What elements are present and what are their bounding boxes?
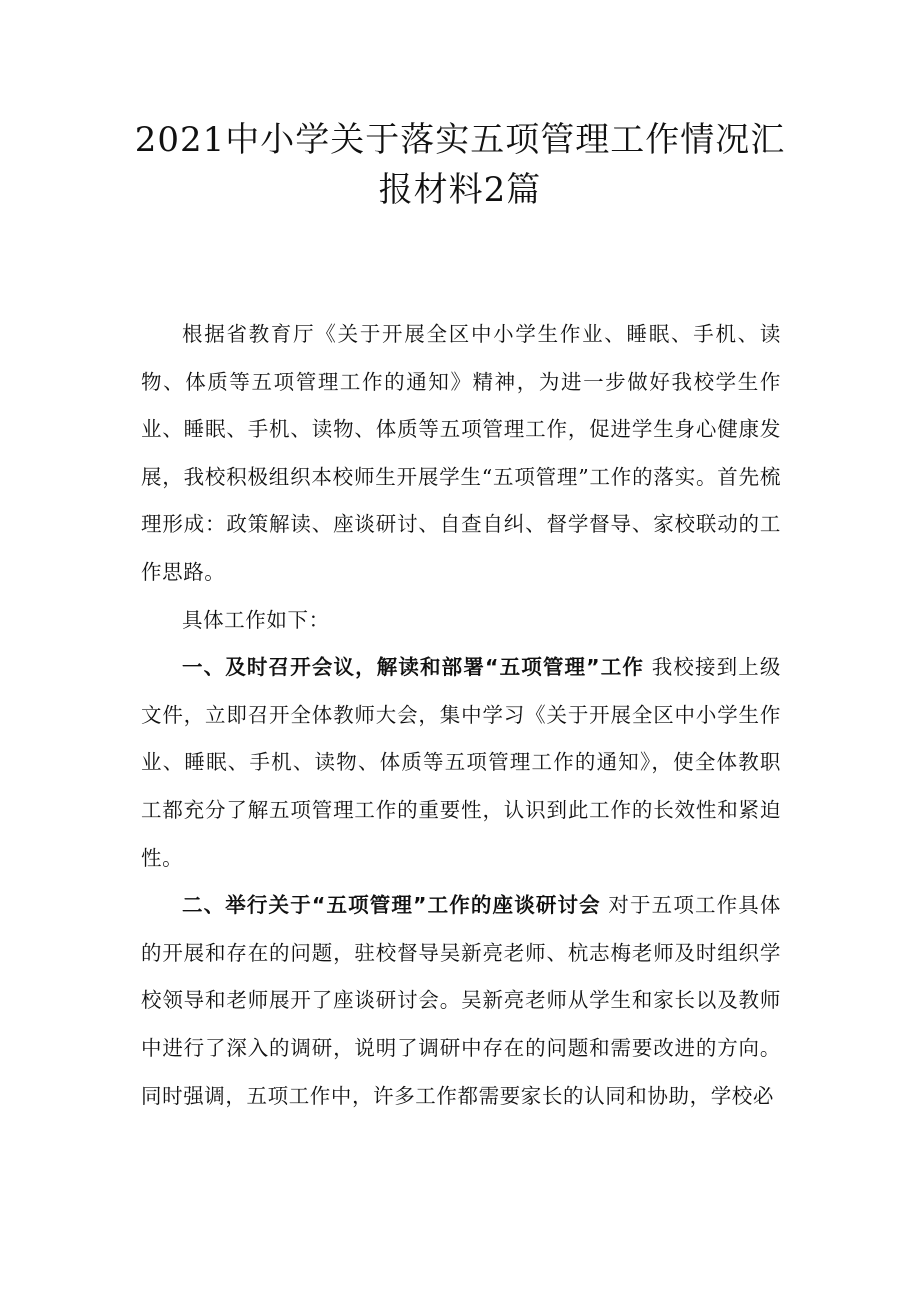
section-heading-1: 一、及时召开会议，解读和部署“五项管理”工作 — [182, 655, 645, 680]
document-title — [120, 115, 800, 215]
title-line-1: 2021中小学关于落实五项管理工作情况汇 — [134, 120, 786, 160]
section-heading-2: 二、举行关于“五项管理”工作的座谈研讨会 — [182, 893, 601, 918]
document-body — [141, 311, 781, 1120]
paragraph-section-1 — [141, 644, 781, 882]
paragraph-text: 根据省教育厅《关于开展全区中小学生作业、睡眠、手机、读物、体质等五项管理工作的通知》精神，为进一步做好我校学生作业、睡眠、手机、读物、体质等五项管理工作，促进学生身心健康发展，我校积极组织本校师生开展学生“五项管理”工作的落实。首先梳理形成：政策解读、座谈研讨、自查自纠、督学督导、家校联动的工作思路。 — [141, 322, 781, 584]
paragraph-text: 对于五项工作具体的开展和存在的问题，驻校督导吴新亮老师、杭志梅老师及时组织学校领导和老师展开了座谈研讨会。吴新亮老师从学生和家长以及教师中进行了深入的调研，说明了调研中存在的问题和需要改进的方向。同时强调，五项工作中，许多工作都需要家长的认同和协助，学校必 — [141, 893, 781, 1108]
paragraph-work-list-intro — [141, 597, 781, 645]
title-line-2: 报材料2篇 — [378, 170, 542, 210]
paragraph-intro — [141, 311, 781, 597]
paragraph-text: 我校接到上级文件，立即召开全体教师大会，集中学习《关于开展全区中小学生作业、睡眠、手机、读物、体质等五项管理工作的通知》，使全体教职工都充分了解五项管理工作的重要性，认识到此工作的长效性和紧迫性。 — [141, 655, 781, 870]
paragraph-section-2 — [141, 882, 781, 1120]
paragraph-text: 具体工作如下： — [182, 607, 330, 632]
